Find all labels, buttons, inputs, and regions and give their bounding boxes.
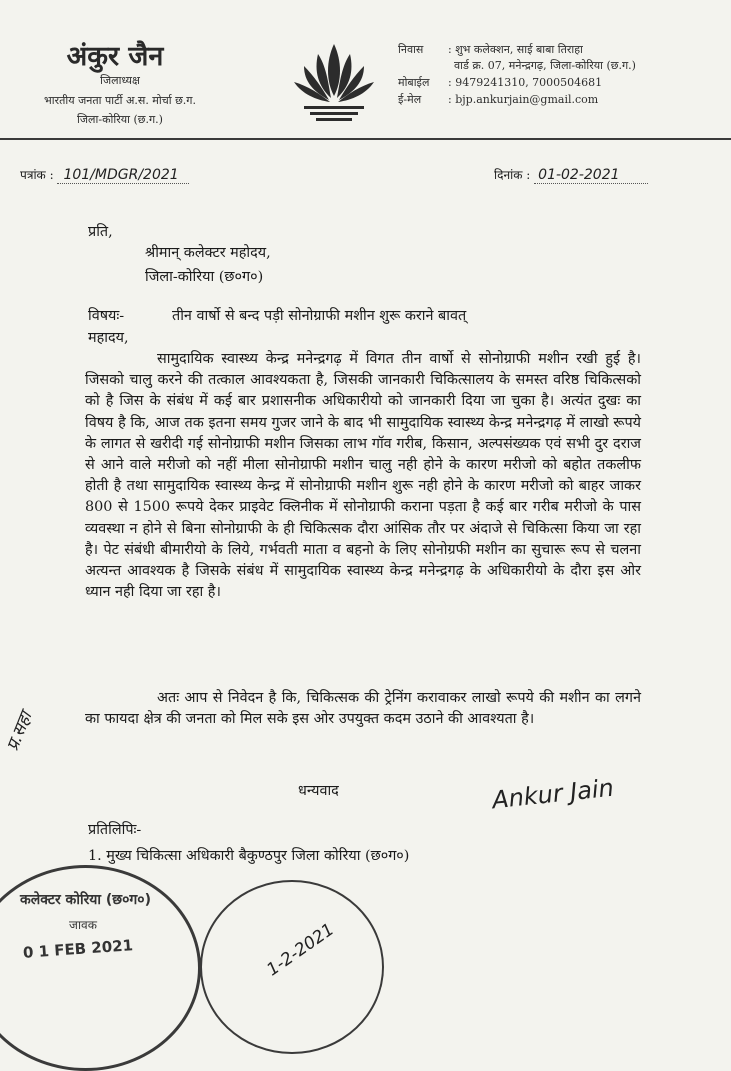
- address-label: निवास: [398, 43, 424, 56]
- stamp-mid-text: जावक: [69, 918, 97, 932]
- stamp-2-date: 1-2-2021: [263, 919, 338, 981]
- email-address: : bjp.ankurjain@gmail.com: [448, 93, 599, 106]
- email-label: ई-मेल: [398, 93, 422, 106]
- patrank-row: [20, 166, 189, 183]
- collector-stamp: [0, 865, 201, 1071]
- header-divider: [0, 138, 731, 140]
- letterhead-name: अंकुर जैन: [66, 41, 164, 72]
- recipient-line-2: जिला-कोरिया (छ०ग०): [145, 269, 264, 285]
- address-line-1: : शुभ कलेक्शन, साई बाबा तिराहा: [448, 43, 583, 56]
- contact-mobile: [398, 75, 602, 90]
- letterhead-district: जिला-कोरिया (छ.ग.): [77, 113, 163, 126]
- copy-label: प्रतिलिपिः-: [88, 822, 142, 838]
- date-row: [494, 166, 648, 183]
- date-value: 01-02-2021: [534, 167, 647, 184]
- patrank-label: पत्रांक :: [20, 168, 54, 182]
- closing: धन्यवाद: [298, 783, 339, 799]
- subject-label: विषयः-: [88, 308, 125, 324]
- contact-email: [398, 92, 598, 107]
- copy-item-1: 1. मुख्य चिकित्सा अधिकारी बैकुण्ठपुर जिला कोरिया (छ०ग०): [88, 848, 410, 864]
- body-paragraph-2: अतः आप से निवेदन है कि, चिकित्सक की ट्रेनिंग करावाकर लाखो रूपये की मशीन का लगने का फायदा क्षेत्र की जनता को मिल सके इस ओर उपयुक्त कदम उठाने की आवश्यता है।: [85, 690, 641, 728]
- address-line-2: वार्ड क्र. 07, मनेन्द्रगढ़, जिला-कोरिया (छ.ग.): [454, 59, 636, 72]
- mobile-numbers: : 9479241310, 7000504681: [448, 76, 603, 89]
- stamp-date: 0 1 FEB 2021: [22, 936, 134, 962]
- patrank-value: 101/MDGR/2021: [57, 167, 188, 184]
- contact-address-1: [398, 42, 583, 57]
- date-label: दिनांक :: [494, 168, 531, 182]
- lotus-logo: [284, 36, 384, 126]
- salutation: महादय,: [88, 330, 129, 346]
- letterhead-organization: भारतीय जनता पार्टी अ.स. मोर्चा छ.ग.: [44, 94, 196, 107]
- recipient-line-1: श्रीमान् कलेक्टर महोदय,: [145, 245, 271, 261]
- stamp-arc-text: कलेक्टर कोरिया (छ०ग०): [20, 892, 151, 908]
- signature: Ankur Jain: [490, 773, 616, 815]
- letterhead-designation: जिलाध्यक्ष: [100, 74, 140, 87]
- subject-text: तीन वार्षो से बन्द पड़ी सोनोग्राफी मशीन शुरू कराने बावत्: [172, 308, 467, 324]
- received-stamp: [200, 880, 384, 1054]
- margin-note: प्र.सहा: [2, 709, 37, 754]
- body-paragraph-1: सामुदायिक स्वास्थ्य केन्द्र मनेन्द्रगढ़ में विगत तीन वार्षो से सोनोग्राफी मशीन रखी हुई है। जिसको चालु करने की तत्काल आवश्यकता है, जिसकी जानकारी चिकित्सालय के समस्त वरिष्ठ चिकित्सको को है जिस के संबंध में कई बार प्रशासनीक अधिकारीयो को जानकारी दिया जा चुका है। अत्यंत दुखः का विषय है कि, आज तक इतना समय गुजर जाने के बाद भी सामुदायिक स्वास्थ्य केन्द्र मनेन्द्रगढ़ में लाखो रूपये के लागत से खरीदी गई सोनोग्राफी मशीन जिसका लाभ गॉव गरीब, किसान, अल्पसंख्यक एवं सभी दुर दराज से आने वाले मरीजो को नहीं मीला सोनोग्राफी मशीन चालु नही होने के कारण मरीजो को बहोत तकलीफ होती है तथा सामुदायिक स्वास्थ्य केन्द्र में सोनोग्राफी मशीन शुरू नही होने के कारण मरीजो को बाहर जाकर 800 से 1500 रूपये देकर प्राइवेट क्लिनीक में सोनोग्राफी कराना पड़ता है कई बार गरीब मरीजो के पास व्यवस्था न होने से बिना सोनोग्राफी के ही चिकित्सक दौरा आंसिक तौर पर अंदाजे से चिकित्सा किया जा रहा है। पेट संबंधी बीमारीयो के लिये, गर्भवती माता व बहनो के लिए सोनोग्रफी मशीन का सुचारू रूप से चलना अत्यन्त आवश्यक है जिसके संबंध में सामुदायिक स्वास्थ्य केन्द्र मनेन्द्रगढ़ के अधिकारीयो के दौरा इस ओर ध्यान नही दिया जा रहा है।: [85, 351, 641, 601]
- prati: प्रति,: [88, 224, 113, 240]
- mobile-label: मोबाईल: [398, 76, 430, 89]
